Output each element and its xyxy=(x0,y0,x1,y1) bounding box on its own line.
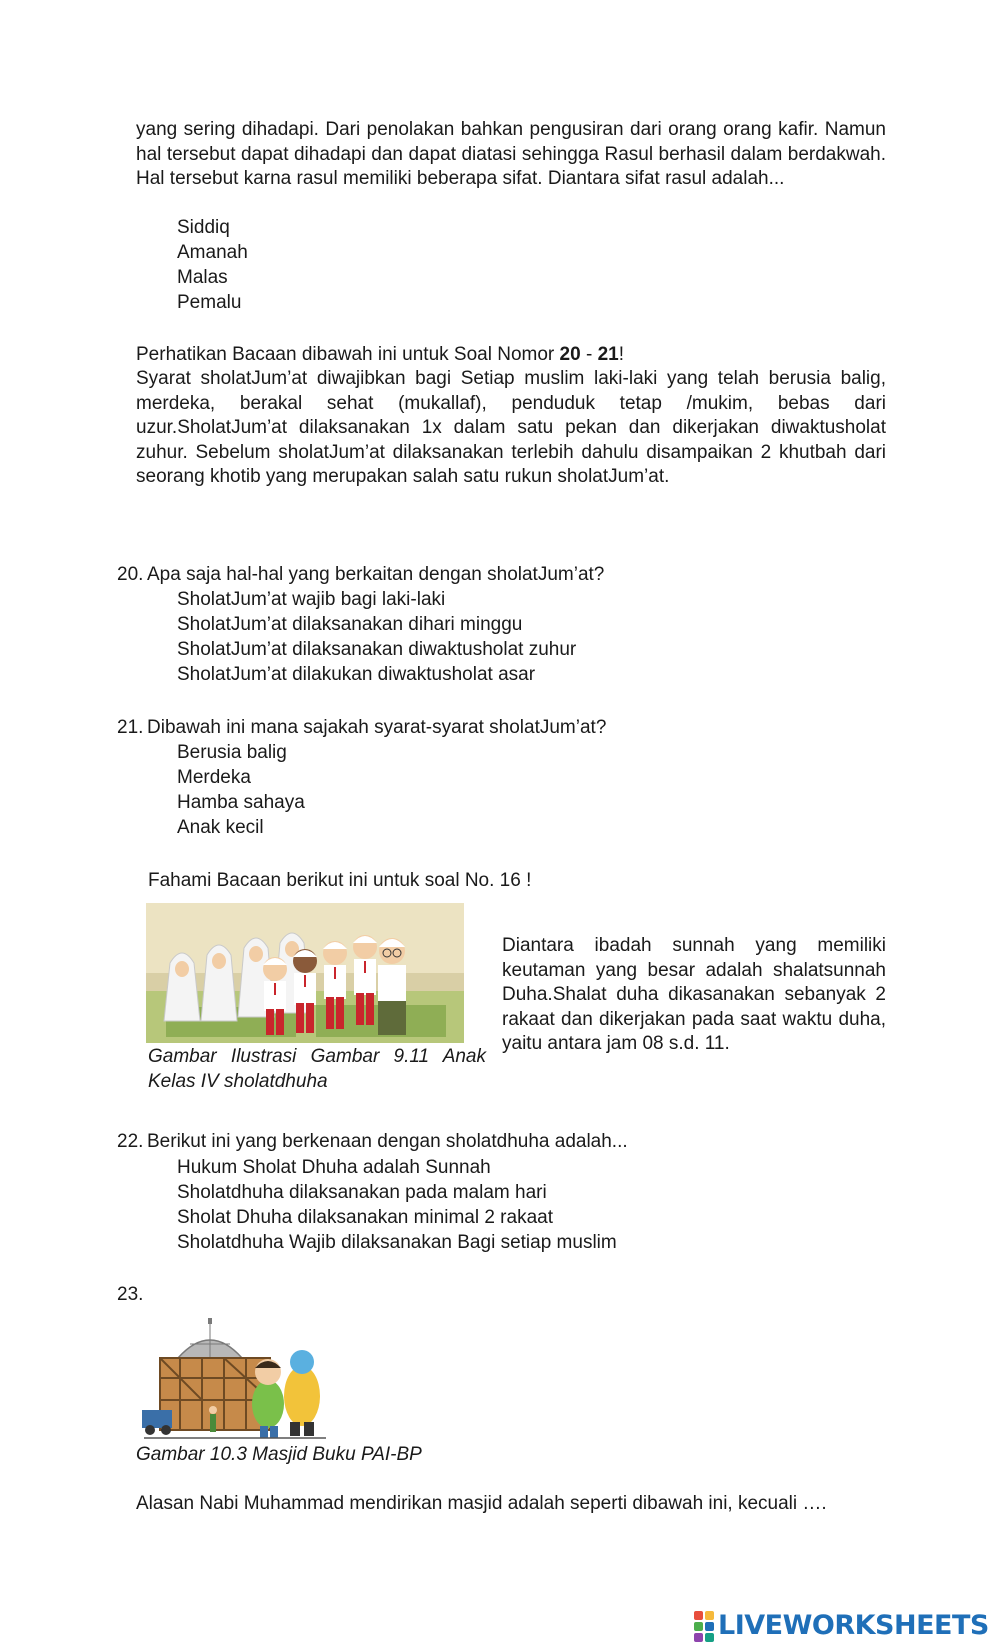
intro-option-1[interactable]: Siddiq xyxy=(177,217,230,238)
logo-square xyxy=(705,1633,714,1642)
q21-number: 21. xyxy=(117,717,144,738)
q23-caption: Gambar 10.3 Masjid Buku PAI-BP xyxy=(136,1444,422,1465)
q20-option-3[interactable]: SholatJum’at dilaksanakan diwaktusholat zuhur xyxy=(177,639,577,660)
q20-number: 20. xyxy=(117,564,144,585)
q22-option-1[interactable]: Hukum Sholat Dhuha adalah Sunnah xyxy=(177,1157,491,1178)
logo-square xyxy=(694,1611,703,1620)
q20-text: Apa saja hal-hal yang berkaitan dengan sholatJum’at? xyxy=(147,564,605,585)
liveworksheets-logo[interactable] xyxy=(694,1608,989,1644)
q20-option-2[interactable]: SholatJum’at dilaksanakan dihari minggu xyxy=(177,614,523,635)
intro-option-3[interactable]: Malas xyxy=(177,267,228,288)
reading2-caption: Gambar Ilustrasi Gambar 9.11 Anak Kelas IV sholatdhuha xyxy=(148,1046,486,1092)
logo-square xyxy=(694,1633,703,1642)
q22-option-2[interactable]: Sholatdhuha dilaksanakan pada malam hari xyxy=(177,1182,547,1203)
q22-option-4[interactable]: Sholatdhuha Wajib dilaksanakan Bagi setiap muslim xyxy=(177,1232,617,1253)
q22-number: 22. xyxy=(117,1131,144,1152)
reading1-dash: - xyxy=(580,344,598,365)
reading1-num-a: 20 xyxy=(559,344,581,365)
reading1-heading-text: Perhatikan Bacaan dibawah ini untuk Soal Nomor xyxy=(136,344,560,365)
q22-option-3[interactable]: Sholat Dhuha dilaksanakan minimal 2 rakaat xyxy=(177,1207,553,1228)
q20-option-4[interactable]: SholatJum’at dilakukan diwaktusholat asar xyxy=(177,664,536,685)
reading1-paragraph: Syarat sholatJum’at diwajibkan bagi Setiap muslim laki-laki yang telah berusia balig, merdeka, berakal sehat (mukallaf), penduduk tetap /mukim, bebas dari uzur.SholatJum’at dilaksanakan 1x dalam satu pekan dan dikerjakan diwaktusholat zuhur. Sebelum sholatJum’at dilaksanakan terlebih dahulu disampaikan 2 khutbah dari seorang khotib yang merupakan salah satu rukun sholatJum’at. xyxy=(136,368,886,487)
reading1-heading xyxy=(136,343,624,368)
q23-number: 23. xyxy=(117,1284,144,1305)
q21-option-4[interactable]: Anak kecil xyxy=(177,817,264,838)
q21-option-3[interactable]: Hamba sahaya xyxy=(177,792,305,813)
logo-text: LIVEWORKSHEETS xyxy=(718,1609,989,1641)
logo-square xyxy=(705,1622,714,1631)
q23-text: Alasan Nabi Muhammad mendirikan masjid adalah seperti dibawah ini, kecuali …. xyxy=(136,1493,827,1514)
mosque-construction-illustration xyxy=(140,1318,330,1442)
q22-text: Berikut ini yang berkenaan dengan sholatdhuha adalah... xyxy=(147,1131,628,1152)
reading1-heading-end: ! xyxy=(618,344,624,365)
q21-text: Dibawah ini mana sajakah syarat-syarat sholatJum’at? xyxy=(147,717,607,738)
q21-option-2[interactable]: Merdeka xyxy=(177,767,251,788)
intro-paragraph: yang sering dihadapi. Dari penolakan bahkan pengusiran dari orang orang kafir. Namun hal tersebut dapat dihadapi dan dapat diatasi sehingga Rasul berhasil dalam berdakwah. Hal tersebut karna rasul memiliki beberapa sifat. Diantara sifat rasul adalah... xyxy=(136,119,886,189)
reading2-paragraph: Diantara ibadah sunnah yang memiliki keutaman yang besar adalah shalatsunnah Duha.Shalat duha dikasanakan sebanyak 2 rakaat dan dikerjakan pada saat waktu duha, yaitu antara jam 08 s.d. 11. xyxy=(502,935,886,1054)
dhuha-prayer-illustration xyxy=(146,903,464,1043)
logo-square xyxy=(705,1611,714,1620)
q20-option-1[interactable]: SholatJum’at wajib bagi laki-laki xyxy=(177,589,446,610)
logo-mark-icon xyxy=(694,1611,714,1642)
logo-square xyxy=(694,1622,703,1631)
reading2-heading: Fahami Bacaan berikut ini untuk soal No. 16 ! xyxy=(148,870,532,891)
q21-option-1[interactable]: Berusia balig xyxy=(177,742,287,763)
reading1-num-b: 21 xyxy=(597,344,619,365)
intro-option-4[interactable]: Pemalu xyxy=(177,292,242,313)
intro-option-2[interactable]: Amanah xyxy=(177,242,248,263)
